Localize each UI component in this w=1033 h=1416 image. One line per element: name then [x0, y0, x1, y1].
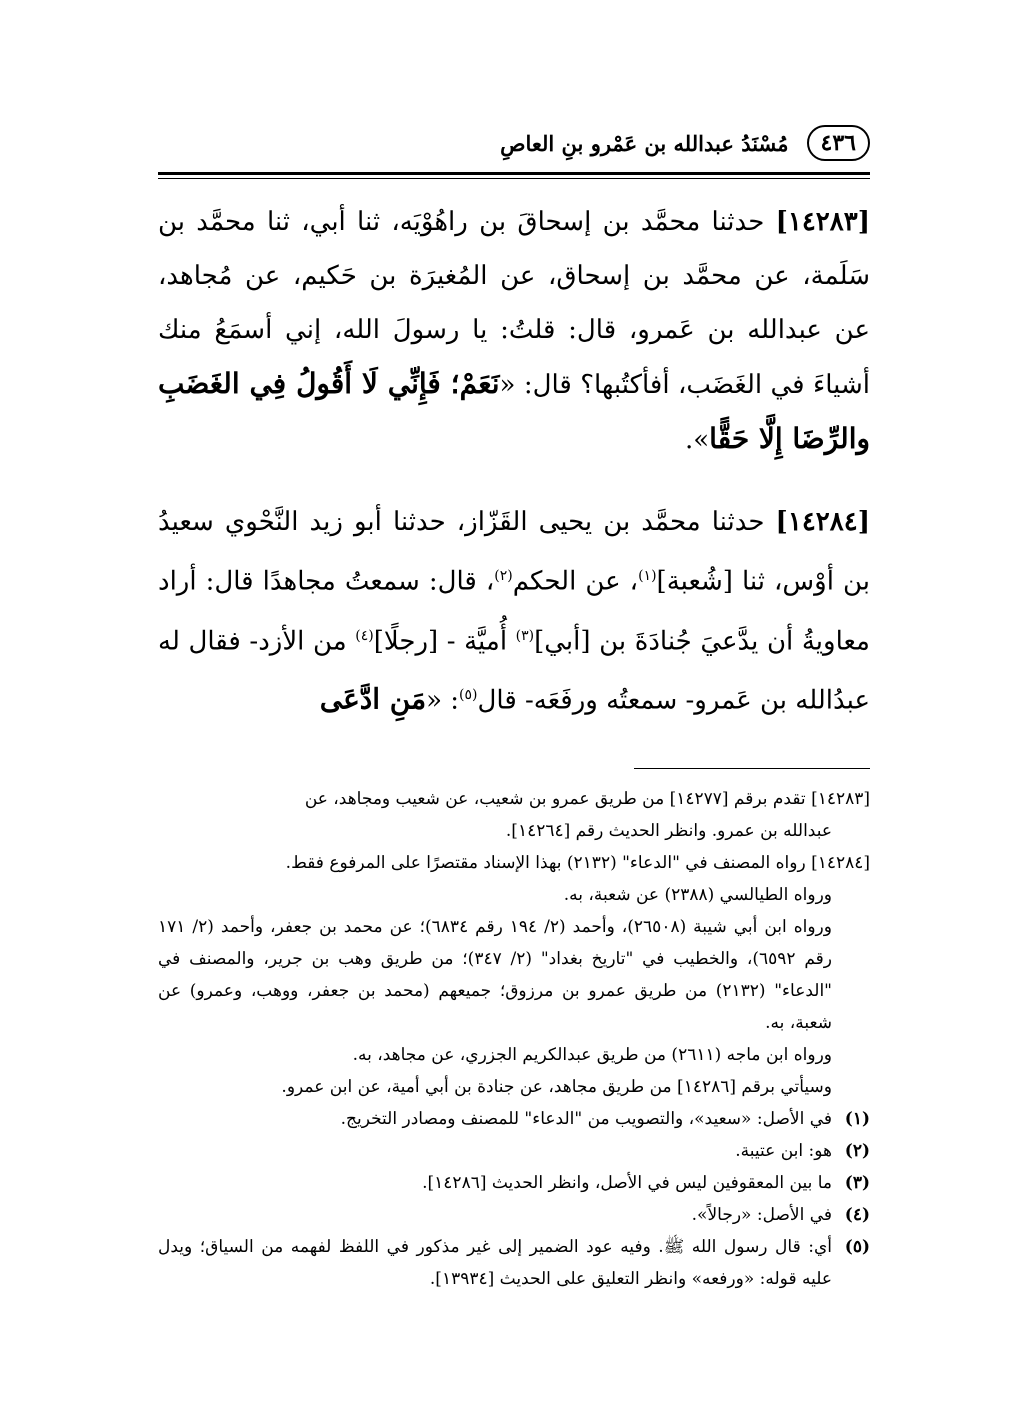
footnote-ref-3: (٣): [515, 627, 535, 644]
footnote-1: [158, 1103, 870, 1135]
hadith-14284: [158, 495, 870, 728]
page-header: [158, 118, 870, 168]
note-text: تقدم برقم [١٤٢٧٧] من طريق عمرو بن شعيب، عن شعيب ومجاهد، عن: [304, 788, 806, 809]
hadith-text: ، قال: سمعتُ مجاهدًا قال: أراد معاويةُ أن يدَّعيَ جُنادَةَ بن [أبي]: [158, 566, 870, 657]
footnote-number: (٢): [844, 1140, 870, 1161]
note-line: ورواه الطيالسي (٢٣٨٨) عن شعبة، به.: [563, 884, 832, 905]
footnote-separator: [634, 768, 870, 769]
footnote-ref-1: (١): [638, 568, 657, 584]
hadith-number: [١٤٢٨٤]: [775, 507, 870, 537]
header-rule: [158, 172, 870, 175]
footnote-text: في الأصل: «سعيد»، والتصويب من "الدعاء" للمصنف ومصادر التخريج.: [340, 1108, 832, 1129]
hadith-text: حدثنا محمَّد بن إسحاقَ بن راهُوْيَه، ثنا أبي، ثنا محمَّد بن سَلَمة، عن محمَّد بن إسحاق، عن المُغيرَة بن حَكيم، عن مُجاهد، عن عبدالله بن عَمرو، قال: قلتُ: يا رسولَ الله، إني أسمَعُ منك أشياءَ في الغَضَب، أفأكتُبها؟ قال: «: [158, 207, 870, 400]
footnote-text: أي: قال رسول الله ﷺ. وفيه عود الضمير إلى غير مذكور في اللفظ لفهمه من السياق؛ ويدل عليه قوله: «ورفعه» وانظر التعليق على الحديث [١٣٩٣٤].: [158, 1236, 832, 1289]
hadith-text: ، عن الحكم: [512, 566, 639, 597]
footnote-ref-2: (٢): [494, 568, 513, 584]
footnote-number: (٥): [844, 1236, 870, 1257]
footnote-number: (١): [844, 1108, 870, 1129]
footnote-number: (٣): [844, 1172, 870, 1193]
note-number: [١٤٢٨٤]: [811, 852, 870, 873]
hadith-end: ».: [684, 425, 710, 455]
footnotes: [158, 783, 870, 1295]
hadith-14283: [158, 195, 870, 467]
footnote-text: ما بين المعقوفين ليس في الأصل، وانظر الحديث [١٤٢٨٦].: [422, 1172, 832, 1193]
hadith-text: حدثنا محمَّد بن يحيى القَزّاز، حدثنا أبو زيد النَّحْوي سعيدُ بن أوْس، ثنا [شُعبة]: [158, 507, 870, 597]
running-head: مُسْنَدُ عبدالله بن عَمْرو بنِ العاصِ: [500, 130, 789, 156]
footnote-text: في الأصل: «رجالاً».: [691, 1204, 832, 1225]
footnote-5: [158, 1231, 870, 1295]
page-number: ٤٣٦: [807, 125, 870, 161]
footnote-ref-4: (٤): [355, 627, 374, 644]
footnote-3: [158, 1167, 870, 1199]
note-number: [١٤٢٨٣]: [811, 788, 870, 809]
footnote-4: [158, 1199, 870, 1231]
note-text: رواه المصنف في "الدعاء" (٢١٣٢) بهذا الإسناد مقتصرًا على المرفوع فقط.: [285, 852, 806, 873]
note-text-cont: عبدالله بن عمرو. وانظر الحديث رقم [١٤٢٦٤].: [505, 820, 832, 841]
footnote-number: (٤): [844, 1204, 870, 1225]
hadith-text: : «: [426, 685, 460, 716]
hadith-prophetic-text: نَعَمْ؛ فَإِنِّي لَا أَقُولُ فِي الغَضَبِ والرِّضَا إِلَّا حَقًّا: [158, 367, 870, 455]
hadith-prophetic-text: مَنِ ادَّعَى: [319, 682, 427, 716]
note-14283: [158, 783, 870, 847]
header-rule-thin: [158, 178, 870, 179]
footnote-text: هو: ابن عتيبة.: [735, 1140, 832, 1161]
note-line: وسيأتي برقم [١٤٢٨٦] من طريق مجاهد، عن جنادة بن أبي أمية، عن ابن عمرو.: [281, 1076, 832, 1097]
footnote-2: [158, 1135, 870, 1167]
footnote-ref-5: (٥): [459, 687, 478, 704]
hadith-text: من الأزد- فقال له عبدُالله بن عَمرو- سمعتُه ورفَعَه- قال: [158, 626, 870, 716]
hadith-number: [١٤٢٨٣]: [775, 207, 871, 237]
page: [158, 118, 870, 1295]
hadith-text: أُميَّة - [رجلًا]: [373, 626, 516, 657]
note-line: ورواه ابن ماجه (٢٦١١) من طريق عبدالكريم الجزري، عن مجاهد، به.: [352, 1044, 832, 1065]
note-14284: [158, 847, 870, 1103]
note-line: ورواه ابن أبي شيبة (٢٦٥٠٨)، وأحمد (٢/ ١٩٤ رقم ٦٨٣٤)؛ عن محمد بن جعفر، وأحمد (٢/ ١٧١ رقم ٦٥٩٢)، والخطيب في "تاريخ بغداد" (٢/ ٣٤٧)؛ من طريق وهب بن جرير، والمصنف في "الدعاء" (٢١٣٢) من طريق عمرو بن مرزوق؛ جميعهم (محمد بن جعفر، ووهب، وعمرو) عن شعبة، به.: [158, 916, 832, 1033]
